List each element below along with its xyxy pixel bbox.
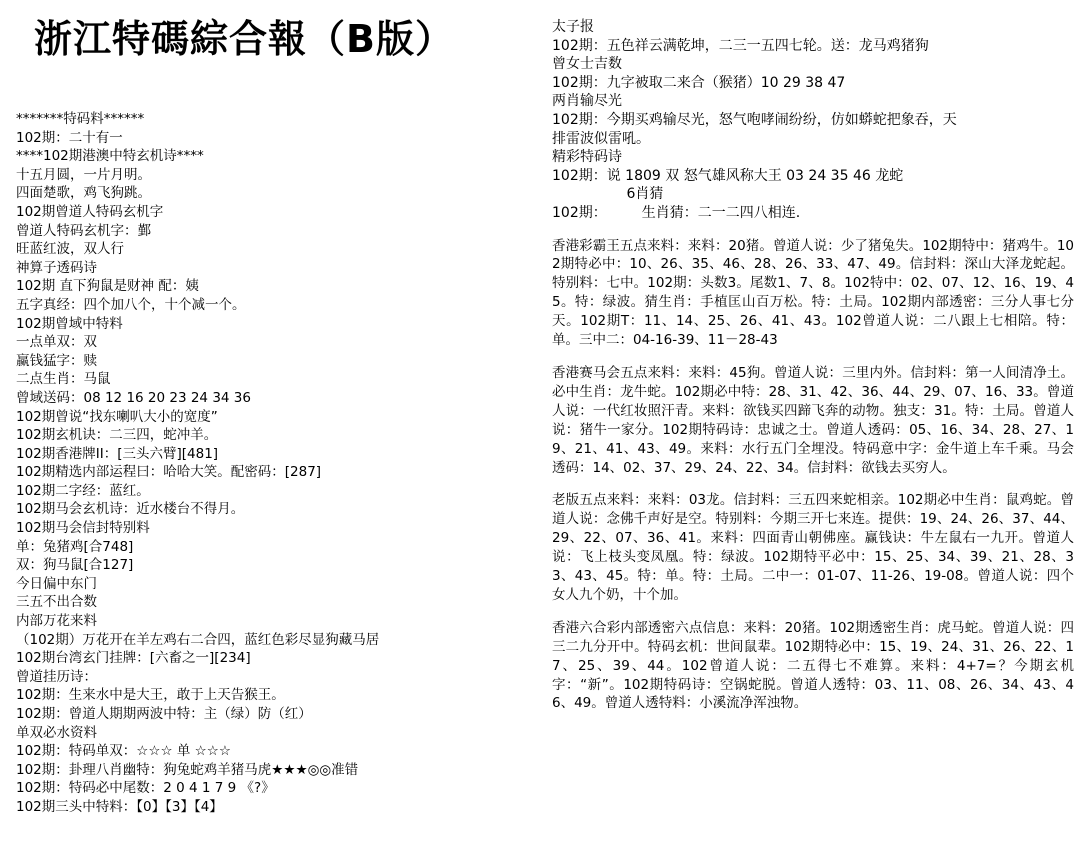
- left-text-line: 四面楚歌，鸡飞狗跳。: [16, 185, 151, 202]
- left-text-line: 神算子透码诗: [16, 259, 97, 276]
- paragraph-text: 香港赛马会五点来料：来料：45狗。曾道人说：三里内外。信封料：第一人间清净土。必中生肖：龙牛蛇。102期必中特：28、31、42、36、44、29、07、16、33。曾道人说：一代红妆照汗青。来料：欲钱买四蹄飞奔的动物。独支：31。特：土局。曾道人说：猪牛一家分。102期特码诗：忠诚之士。曾道人透码：05、16、34、28、27、19、21、41、43、49。来料：水行五门全埋没。特码意中字：金牛道上车千乘。马会透码：14、02、37、29、24、22、34。信封料：欲钱去买穷人。: [552, 364, 1074, 476]
- newspaper-title: 浙江特碼綜合報（B版）: [34, 17, 454, 61]
- right-column: [552, 18, 1074, 713]
- info-paragraph: [552, 237, 1074, 350]
- left-text-line: 102期曾道人特码玄机字: [16, 203, 164, 220]
- left-text-line: 102期玄机诀：二三四，蛇冲羊。: [16, 427, 218, 444]
- right-text-line: 精彩特码诗: [552, 149, 622, 166]
- left-text-line: 赢钱猛字：赎: [16, 352, 97, 369]
- right-text-line: 曾女士吉数: [552, 56, 622, 73]
- paragraph-text: 老版五点来料：来料：03龙。信封料：三五四来蛇相亲。102期必中生肖：鼠鸡蛇。曾道人说：念佛千声好是空。特别料：今期三开七来连。提供：19、24、26、37、44、29、22、07、36、41。来料：四面青山朝佛座。赢钱诀：牛左鼠右一九开。曾道人说：飞上枝头变凤凰。特：绿波。102期特平必中：15、25、34、39、21、28、33、43、45。特：单。特：土局。二中一：01-07、11-26、19-08。曾道人说：四个女人九个奶，十个加。: [552, 492, 1074, 603]
- left-text-line: 102期：生来水中是大王，敢于上天告猴王。: [16, 687, 285, 704]
- left-text-line: 102期曾域中特料: [16, 315, 123, 332]
- left-text-line: 102期：二十有一: [16, 129, 123, 146]
- left-text-line: ****102期港澳中特玄机诗****: [16, 148, 204, 165]
- left-text-line: 102期马会信封特别料: [16, 520, 150, 537]
- left-text-line: （102期）万花开在羊左鸡右二合四，蓝红色彩尽显狗藏马居: [16, 631, 380, 648]
- right-text-line: 排雷波似雷吼。: [552, 130, 650, 147]
- left-text-line: 一点单双：双: [16, 334, 97, 351]
- right-text-line: 102期：说 1809 双 怒气雄风称大王 03 24 35 46 龙蛇: [552, 167, 904, 184]
- left-text-line: 单双必水资料: [16, 724, 97, 741]
- info-paragraph: [552, 619, 1074, 714]
- left-text-line: 内部万花来料: [16, 613, 97, 630]
- right-text-line: 102期： 生肖猜：二一二四八相连.: [552, 204, 801, 221]
- right-text-line: 102期：五色祥云满乾坤，二三一五四七轮。送：龙马鸡猪狗: [552, 37, 929, 54]
- left-text-line: 102期：特码必中尾数：2 0 4 1 7 9 《?》: [16, 780, 275, 797]
- left-text-line: 曾道人特码玄机字：鄞: [16, 222, 151, 239]
- left-text-line: 曾道挂历诗：: [16, 668, 97, 685]
- paragraph-text: 香港六合彩内部透密六点信息：来料：20猪。102期透密生肖：虎马蛇。曾道人说：四三二九分开中。特码玄机：世间鼠辈。102期特必中：15、19、24、31、26、22、17、25、39、44。102曾道人说：二五得七不难算。来料：4+7=？今期玄机字：“新”。102期特码诗：空锅蛇脱。曾道人透特：03、11、08、26、34、43、46、49。曾道人透特料：小溪流净浑浊物。: [552, 619, 1074, 712]
- left-text-line: 二点生肖：马鼠: [16, 371, 111, 388]
- right-text-line: 太子报: [552, 19, 594, 35]
- left-text-line: 102期：卦理八肖幽特：狗兔蛇鸡羊猪马虎★★★◎◎准错: [16, 761, 359, 778]
- left-text-line: 102期三头中特料：【0】【3】【4】: [16, 798, 223, 815]
- info-paragraph: [552, 364, 1074, 477]
- left-text-line: 双：狗马鼠[合127]: [16, 557, 134, 574]
- left-text-line: 今日偏中东门: [16, 575, 97, 592]
- right-text-line: 102期：九字被取二来合（猴猪）10 29 38 47: [552, 74, 846, 91]
- right-paragraphs: [552, 237, 1074, 714]
- right-top-section: [552, 18, 1074, 223]
- left-text-line: 曾域送码：08 12 16 20 23 24 34 36: [16, 389, 251, 406]
- left-text-line: 102期曾说“找东喇叭大小的宽度”: [16, 408, 218, 425]
- left-text-line: *******特码料******: [16, 111, 145, 127]
- left-text-line: 102期：曾道人期期两波中特：主（绿）防（红）: [16, 706, 312, 722]
- left-text-line: 旺蓝红波，双人行: [16, 241, 124, 258]
- left-text-line: 五字真经：四个加八个，十个减一个。: [16, 296, 246, 313]
- right-text-line: 两肖输尽光: [552, 93, 622, 110]
- left-text-line: 十五月圆，一片月明。: [16, 166, 151, 183]
- right-text-line: 6肖猜: [552, 186, 664, 203]
- left-text-line: 102期马会玄机诗：近水楼台不得月。: [16, 501, 245, 518]
- left-text-line: 102期 直下狗鼠是财神 配：姨: [16, 278, 199, 295]
- left-text-line: 三五不出合数: [16, 594, 97, 611]
- left-text-line: 102期精选内部运程曰：哈哈大笑。配密码：[287]: [16, 464, 322, 481]
- left-text-line: 单：兔猪鸡[合748]: [16, 538, 134, 555]
- paragraph-text: 香港彩霸王五点来料：来料：20猪。曾道人说：少了猪兔失。102期特中：猪鸡牛。102期特必中：10、26、35、46、28、26、33、47、49。信封料：深山大泽龙蛇起。特别料：七中。102期：头数3。尾数1、7、8。102特中：02、07、12、16、19、45。特：绿波。猜生肖：手植匡山百万松。特：土局。102期内部透密：三分人事七分天。102期T：11、14、25、26、41、43。102曾道人说：二八跟上七相陪。特：单。三中二：04-16-39、11－28-43: [552, 237, 1074, 349]
- info-paragraph: [552, 491, 1074, 604]
- right-text-line: 102期：今期买鸡输尽光，怒气咆哮闹纷纷，仿如蟒蛇把象吞，天: [552, 111, 957, 128]
- left-column: [16, 110, 516, 817]
- left-text-line: 102期：特码单双：☆☆☆ 单 ☆☆☆: [16, 743, 231, 760]
- left-text-line: 102期台湾玄门挂牌：[六畜之一][234]: [16, 650, 251, 667]
- left-text-line: 102期二字经：蓝红。: [16, 482, 150, 499]
- left-text-line: 102期香港牌II：[三头六臂][481]: [16, 445, 219, 462]
